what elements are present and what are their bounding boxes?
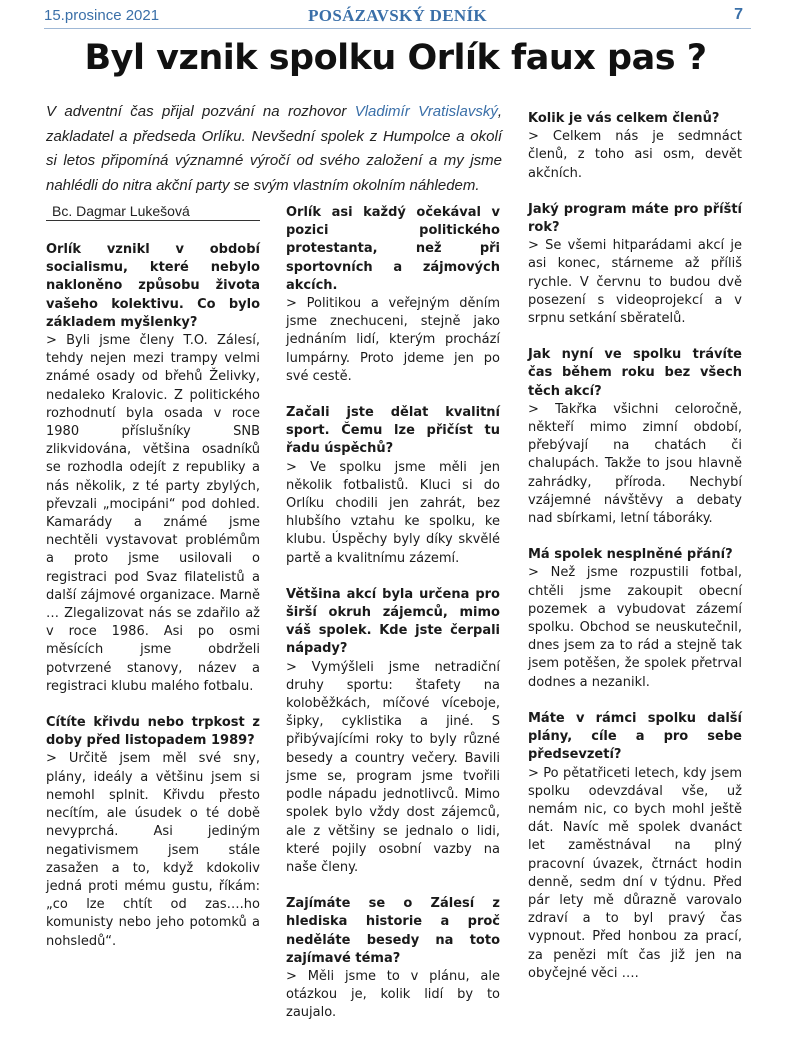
answer: > Měli jsme to v plánu, ale otázkou je, kolik lidí by to zaujalo. (286, 968, 500, 1021)
answer: > Politikou a veřejným děním jsme znechuceni, stejně jako jednáním lidí, kterým prochází lumpárny. Proto jdeme jen po své cestě. (286, 296, 500, 384)
question: Má spolek nesplněné přání? (528, 547, 733, 563)
question: Zajímáte se o Zálesí z hlediska historie a proč neděláte besedy na toto zajímavé téma? (286, 896, 500, 966)
column-1 (46, 241, 260, 969)
answer: > Po pětatřiceti letech, kdy jsem spolku odevzdával vše, už nemám nic, co bych mohl ještě dát. Navíc mě spolek dvanáct let zaměstnával na plný pracovní úvazek, čtrnáct hodin denně, sedm dní v týdnu. Před pár lety mě důrazně varovalo zdraví a to byl pravý čas vypnout. Před honbou za prací, za penězi mít čas již jen na obyčejné věci …. (528, 765, 742, 981)
qa-block (528, 710, 742, 983)
answer: > Vymýšleli jsme netradiční druhy sportu: štafety na koloběžkách, míčové víceboje, šipky, cyklistika a jiné. S přibývajícími roky to byly různé besedy a country večery. Bavili jsme se, program jsme tvořili podle nápadu jednotlivců. Mimo spolek bylo vždy dost zájemců, ale z většiny se jednalo o lidi, které pojily osobní vazby na naše členy. (286, 659, 500, 875)
question: Kolik je vás celkem členů? (528, 111, 720, 126)
column-2 (286, 204, 500, 1041)
article-headline: Byl vznik spolku Orlík faux pas ? (84, 38, 707, 78)
qa-block (46, 241, 260, 696)
question: Začali jste dělat kvalitní sport. Čemu lze přičíst tu řadu úspěchů? (286, 405, 500, 457)
qa-block (286, 586, 500, 877)
answer: > Byli jsme členy T.O. Zálesí, tehdy nejen mezi trampy velmi známé osady od břehů Želivky, nedaleko Kralovic. Z politického rozhodnutí byla osada v roce 1980 příslušníky SNB zlikvidována, většina osadníků se rozhodla odejít z republiky a nás několik, z té party zbylých, převzali „mocipáni“ pod dohled. Kamarády a známé jsme nechtěli vystavovat problémům a proto jsme usilovali o registraci pod Svaz filatelistů a další zájmové organizace. Marně … Zlegalizovat nás se zdařilo až v roce 1986. Asi po osmi měsících jsme obdrželi potvrzené stanovy, název a registraci klubu malého fotbalu. (46, 333, 260, 694)
column-3 (528, 110, 742, 1001)
article-lead (46, 100, 502, 198)
question: Většina akcí byla určena pro širší okruh zájemců, mimo váš spolek. Kde jste čerpali nápady? (286, 586, 500, 657)
qa-block (528, 346, 742, 528)
question: Orlík vznikl v období socialismu, které nebylo nakloněno způsobu života vašeho kolektivu. Co bylo základem myšlenky? (46, 242, 260, 330)
lead-text-before: V adventní čas přijal pozvání na rozhovor (46, 103, 355, 120)
qa-block (528, 201, 742, 328)
answer: > Než jsme rozpustili fotbal, chtěli jsme zakoupit obecní pozemek a vybudovat zázemí spolku. Obchod se neuskutečnil, dnes jsem za to rád a stejně tak jsem potěšen, že spolek přetrval dodnes a nezanikl. (528, 565, 742, 690)
question: Máte v rámci spolku další plány, cíle a pro sebe předsevzetí? (528, 710, 742, 763)
qa-block (528, 546, 742, 692)
answer: > Ve spolku jsme měli jen několik fotbalistů. Kluci si do Orlíku chodili jen zahrát, bez hlubšího vztahu ke spolku, ke klubu. Úspěchy byly díky skvělé partě a kvalitnímu zázemí. (286, 459, 500, 566)
answer: > Určitě jsem měl své sny, plány, ideály a většinu jsem si nemohl splnit. Křivdu přesto necítím, ale úsudek o té době nevyprchá. Asi jediným negativismem jsem stále zasažen a to, když kdokoliv jedná proti mému gustu, říkám: „co lze chtít od zas….ho komunisty nebo jeho potomků a nohsledů“. (46, 751, 260, 949)
byline: Bc. Dagmar Lukešová (46, 203, 260, 221)
question: Jak nyní ve spolku trávíte čas během roku bez všech těch akcí? (528, 347, 742, 399)
header-divider (44, 28, 751, 29)
page-number: 7 (734, 6, 743, 23)
issue-date: 15.prosince 2021 (44, 7, 160, 24)
answer: > Se všemi hitparádami akcí je asi konec, stárneme až příliš rychle. V červnu to budou dvě posezení s videoprojekcí a v srpnu setkání sběratelů. (528, 238, 742, 327)
page-header (44, 6, 751, 26)
masthead: POSÁZAVSKÝ DENÍK (308, 6, 487, 25)
question: Orlík asi každý očekával v pozici politického protestanta, než při sportovních a zájmových akcích. (286, 205, 500, 293)
qa-block (528, 110, 742, 183)
answer: > Celkem nás je sedmnáct členů, z toho asi osm, devět akčních. (528, 129, 742, 181)
interviewee-name: Vladimír Vratislavský (354, 103, 498, 120)
answer: > Takřka všichni celoročně, někteří mimo zimní období, přebývají na chatách či chalupách. Takže to jsou hlavně zahrádky, příroda. Nechybí vzájemné návštěvy a debaty nad sbírkami, letní táboráky. (528, 401, 742, 527)
lead-text-after: , zakladatel a předseda Orlíku. Nevšední spolek z Humpolce a okolí si letos připomíná významné výročí od svého založení a my jsme nahlédli do nitra akční party se svým vlastním okolním náhledem. (46, 103, 502, 194)
qa-block (286, 895, 500, 1022)
qa-block (286, 204, 500, 386)
qa-block (286, 404, 500, 568)
question: Cítíte křivdu nebo trpkost z doby před listopadem 1989? (46, 715, 260, 749)
qa-block (46, 714, 260, 951)
question: Jaký program máte pro příští rok? (528, 201, 742, 236)
